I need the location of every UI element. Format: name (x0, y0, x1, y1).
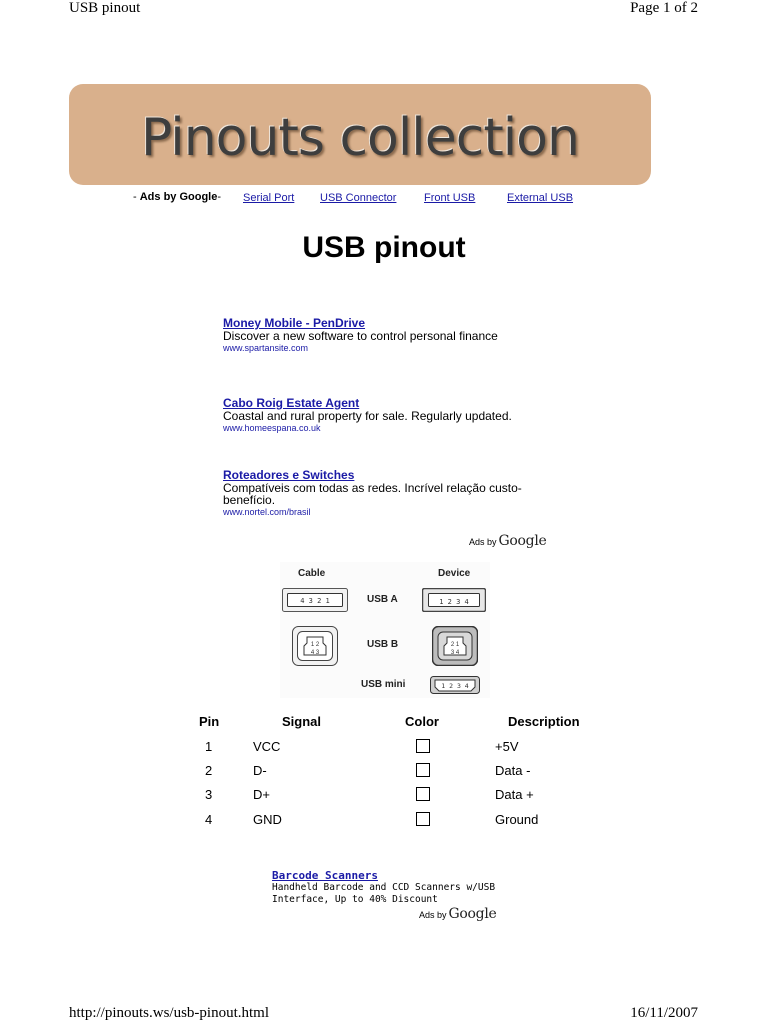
bottom-ad-title-link[interactable]: Barcode Scanners (272, 869, 378, 882)
google-logo: Google (448, 906, 497, 922)
table-header-color: Color (405, 714, 439, 729)
ad-title-link[interactable]: Money Mobile - PenDrive (223, 316, 366, 330)
ad-description-line-2: benefício. (223, 493, 276, 507)
bottom-ad-line-1: Handheld Barcode and CCD Scanners w/USB (272, 882, 496, 893)
text-ad (223, 396, 553, 434)
table-header-signal: Signal (282, 714, 322, 729)
nav-link-usb-connector[interactable]: USB Connector (320, 192, 397, 204)
pin-description: +5V (495, 739, 519, 754)
ad-title-link[interactable]: Cabo Roig Estate Agent (223, 396, 360, 410)
pin-signal: D+ (253, 787, 270, 802)
ad-description: Coastal and rural property for sale. Regularly updated. (223, 409, 512, 423)
usb-a-cable-connector-icon (282, 588, 348, 612)
print-header-title: USB pinout (69, 0, 141, 16)
print-footer-date: 16/11/2007 (630, 1005, 698, 1021)
ads-by-google-badge[interactable] (469, 533, 546, 549)
ad-description: Discover a new software to control personal finance (223, 329, 498, 343)
table-row (0, 787, 768, 811)
nav-link-front-usb[interactable]: Front USB (424, 192, 476, 204)
google-logo: Google (498, 533, 547, 549)
pin-number: 3 (205, 787, 213, 802)
pin-signal: D- (253, 763, 267, 778)
diagram-row-usb-mini: USB mini (361, 679, 406, 690)
diagram-device-header: Device (438, 568, 471, 579)
table-header-description: Description (508, 714, 580, 729)
svg-text:1 2: 1 2 (310, 642, 320, 648)
pin-number: 4 (205, 812, 213, 827)
svg-text:2 1: 2 1 (450, 642, 460, 648)
pin-number: 1 (205, 739, 213, 754)
ad-url[interactable]: www.homeespana.co.uk (223, 423, 321, 433)
usb-b-device-connector-icon (432, 626, 478, 666)
pin-description: Ground (495, 812, 539, 827)
print-header-page-number: Page 1 of 2 (630, 0, 698, 16)
print-footer-url: http://pinouts.ws/usb-pinout.html (69, 1005, 270, 1021)
table-row (0, 739, 768, 763)
svg-text:4 3: 4 3 (310, 650, 320, 656)
banner-title: Pinouts collection (141, 108, 579, 168)
ads-by-text: Ads by (469, 537, 497, 547)
pin-color-swatch (416, 787, 430, 801)
usb-mini-pin-numbers: 1 2 3 4 (441, 682, 469, 690)
ad-description-line-1: Compatíveis com todas as redes. Incrível relação custo- (223, 481, 522, 495)
pin-color-swatch (416, 763, 430, 777)
pin-signal: VCC (253, 739, 281, 754)
pin-description: Data - (495, 763, 531, 778)
ad-url[interactable]: www.spartansite.com (223, 343, 309, 353)
bottom-text-ad (272, 869, 495, 906)
diagram-row-usb-a: USB A (367, 594, 398, 605)
text-ad (223, 468, 553, 518)
table-header-pin: Pin (199, 714, 220, 729)
page-title: USB pinout (302, 231, 466, 264)
usb-mini-connector-icon (430, 676, 480, 694)
usb-a-device-pin-numbers: 1 2 3 4 (439, 598, 469, 606)
ads-by-google-label[interactable]: - Ads by Google- (133, 191, 222, 203)
ads-by-text: Ads by (419, 910, 447, 920)
diagram-cable-header: Cable (298, 568, 326, 579)
nav-link-external-usb[interactable]: External USB (507, 192, 574, 204)
ad-title-link[interactable]: Roteadores e Switches (223, 468, 355, 482)
print-footer (0, 1005, 768, 1025)
diagram-row-usb-b: USB B (367, 639, 399, 650)
usb-a-device-connector-icon (422, 588, 486, 612)
ad-url[interactable]: www.nortel.com/brasil (223, 507, 311, 517)
usb-b-cable-connector-icon (292, 626, 338, 666)
table-row (0, 763, 768, 787)
pin-signal: GND (253, 812, 282, 827)
pin-description: Data + (495, 787, 534, 802)
usb-connector-diagram (280, 562, 490, 698)
text-ad (223, 316, 553, 354)
svg-text:3 4: 3 4 (450, 650, 460, 656)
nav-link-serial-port[interactable]: Serial Port (243, 192, 295, 204)
pin-color-swatch (416, 739, 430, 753)
pin-number: 2 (205, 763, 213, 778)
print-header (0, 0, 768, 20)
table-row (0, 812, 768, 836)
bottom-ad-line-2: Interface, Up to 40% Discount (272, 894, 438, 905)
bottom-ads-by-google-badge[interactable] (419, 906, 496, 922)
site-banner[interactable] (69, 84, 651, 185)
usb-a-cable-pin-numbers: 4 3 2 1 (300, 597, 330, 605)
pin-color-swatch (416, 812, 430, 826)
